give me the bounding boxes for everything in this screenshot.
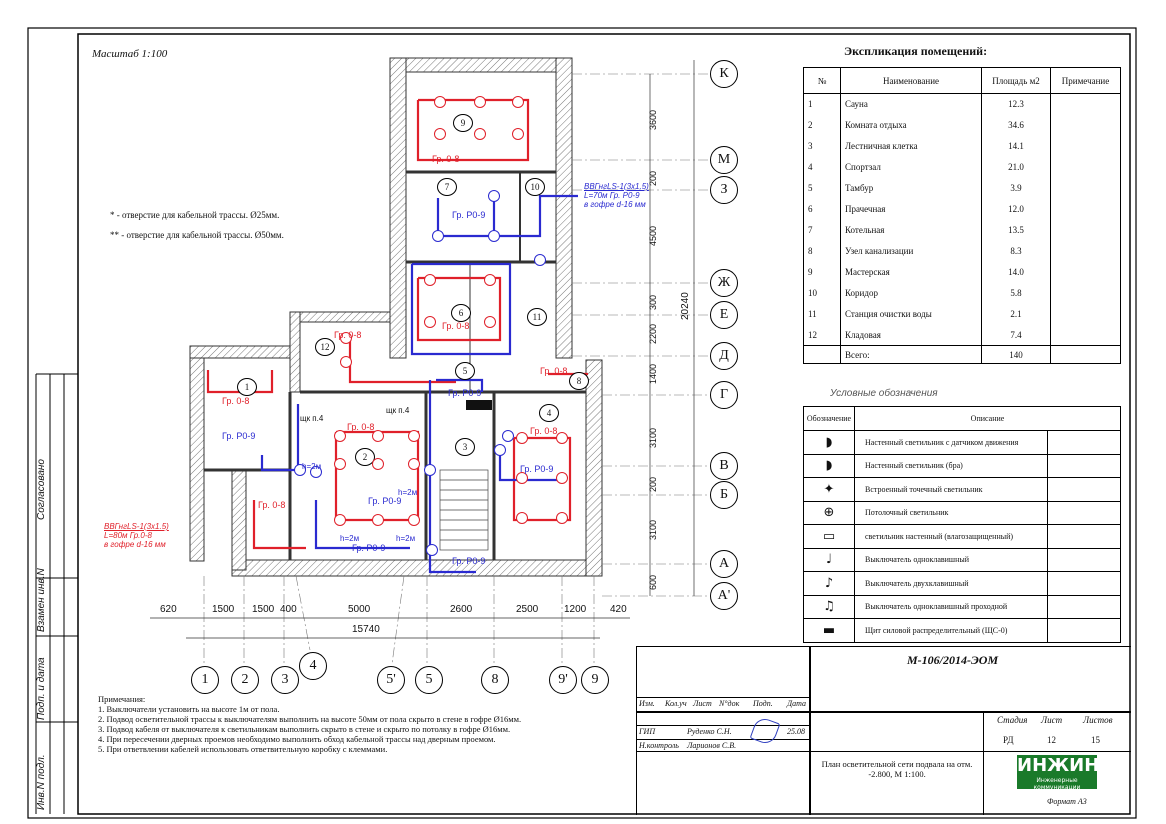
exp-h-area: Площадь м2	[982, 68, 1051, 94]
blue-ceiling-light-icon	[488, 190, 500, 202]
exp-cell-area: 8.3	[982, 241, 1051, 262]
ceiling-light-icon	[512, 128, 524, 140]
axis-marker-К: К	[710, 60, 738, 88]
power-panel-icon: ▬	[804, 619, 855, 643]
wall-light-sensor-icon: ◗	[804, 431, 855, 455]
scale-label: Масштаб 1:100	[92, 48, 168, 60]
switch-double-icon: ♪	[804, 572, 855, 596]
exp-total-label: Всего:	[841, 346, 982, 364]
label-g08-12: Гр. 0-8	[334, 330, 362, 340]
ceiling-light-icon	[474, 96, 486, 108]
exp-cell-num: 4	[804, 157, 841, 178]
stamp-col-date: Дата	[787, 699, 806, 708]
room-number-8: 8	[569, 372, 589, 390]
exp-total-empty	[1051, 346, 1121, 364]
dim-total: 15740	[352, 624, 380, 635]
legend-row	[804, 572, 1121, 596]
blue-ceiling-light-icon	[432, 230, 444, 242]
legend-description: Настенный светильник (бра)	[855, 454, 1048, 478]
exp-cell-name: Станция очистки воды	[841, 304, 982, 325]
stamp-col-doc: N°док	[719, 699, 740, 708]
exp-cell-name: Узел канализации	[841, 241, 982, 262]
exp-cell-area: 5.8	[982, 283, 1051, 304]
room-number-6: 6	[451, 304, 471, 322]
ceiling-light-icon	[516, 432, 528, 444]
legend-row	[804, 454, 1121, 478]
note-line: 1. Выключатели установить на высоте 1м от пола.	[98, 704, 280, 714]
cable-note-2: ** - отверстие для кабельной трассы. Ø50мм.	[110, 230, 284, 240]
notes-title: Примечания:	[98, 694, 146, 704]
ceiling-light-icon	[434, 128, 446, 140]
room-number-11: 11	[527, 308, 547, 326]
group-p0-9-wiring	[262, 196, 578, 572]
exp-cell-num: 9	[804, 262, 841, 283]
legend-table	[803, 406, 1121, 643]
legend-description: светильник настенный (влагозащищенный)	[855, 525, 1048, 549]
cable-label-blue-3: в гофре d-16 мм	[584, 200, 646, 209]
dim-total-right: 20240	[680, 292, 691, 320]
exp-cell-note	[1051, 325, 1121, 346]
explication-row	[804, 241, 1121, 262]
ceiling-light-icon	[556, 432, 568, 444]
exp-cell-area: 14.0	[982, 262, 1051, 283]
exp-cell-num: 8	[804, 241, 841, 262]
label-h2m-4: h=2м	[396, 534, 416, 543]
dimension-right: 200	[648, 170, 658, 186]
legend-empty	[1048, 501, 1121, 525]
dimension-bottom: 2500	[516, 604, 539, 615]
axis-marker-1: 1	[191, 666, 219, 694]
axis-marker-Ж: Ж	[710, 269, 738, 297]
label-gp09-5: Гр. Р0-9	[448, 388, 482, 398]
dimension-right: 2200	[648, 323, 658, 344]
label-gp09-1: Гр. Р0-9	[222, 431, 256, 441]
dimension-bottom: 5000	[348, 604, 371, 615]
stamp-format: Формат А3	[1047, 797, 1087, 806]
exp-cell-name: Комната отдыха	[841, 115, 982, 136]
legend-empty	[1048, 595, 1121, 619]
ceiling-light-icon	[474, 128, 486, 140]
ceiling-light-icon	[512, 96, 524, 108]
axis-marker-Г: Г	[710, 381, 738, 409]
legend-row	[804, 501, 1121, 525]
label-gp09-2b: Гр. Р0-9	[352, 543, 386, 553]
note-line: 4. При пересечении дверных проемов необходимо выполнить обход кабельной трассы над дверным проемом.	[98, 734, 496, 744]
legend-empty	[1048, 572, 1121, 596]
exp-cell-name: Мастерская	[841, 262, 982, 283]
switch-single-icon: ♩	[804, 548, 855, 572]
label-gp09-3: Гр. Р0-9	[452, 556, 486, 566]
stamp-sheet: 12	[1047, 735, 1056, 745]
legend-row	[804, 619, 1121, 643]
stamp-col-kol: Кол.уч	[665, 699, 687, 708]
exp-cell-note	[1051, 220, 1121, 241]
legend-row	[804, 525, 1121, 549]
explication-title: Экспликация помещений:	[844, 44, 988, 58]
explication-row	[804, 283, 1121, 304]
stamp-col-sign: Подп.	[753, 699, 773, 708]
dimension-right: 300	[648, 294, 658, 310]
label-g08-2: Гр. 0-8	[347, 422, 375, 432]
blue-ceiling-light-icon	[534, 254, 546, 266]
legend-description: Потолочный светильник	[855, 501, 1048, 525]
stamp-checker: Н.контроль	[639, 741, 679, 750]
logo-subtext: Инженерные коммуникации	[1033, 777, 1081, 791]
axis-marker-3: 3	[271, 666, 299, 694]
legend-description: Выключатель одноклавишный	[855, 548, 1048, 572]
wall-light-waterproof-icon: ▭	[804, 525, 855, 549]
cable-label-blue	[584, 182, 649, 209]
axis-marker-Б: Б	[710, 481, 738, 509]
ceiling-light-icon	[408, 458, 420, 470]
legend-row	[804, 595, 1121, 619]
axis-marker-5': 5'	[377, 666, 405, 694]
wall-light-icon: ◗	[804, 454, 855, 478]
dimension-right: 600	[648, 574, 658, 590]
legend-title: Условные обозначения	[830, 388, 938, 399]
label-g08-6: Гр. 0-8	[442, 321, 470, 331]
exp-cell-note	[1051, 283, 1121, 304]
stamp-stage: РД	[1003, 735, 1014, 745]
legend-description: Выключатель одноклавишный проходной	[855, 595, 1048, 619]
axis-marker-З: З	[710, 176, 738, 204]
explication-row	[804, 115, 1121, 136]
axis-marker-8: 8	[481, 666, 509, 694]
legend-description: Выключатель двухклавишный	[855, 572, 1048, 596]
note-line: 2. Подвод осветительной трассы к выключателям выполнить на высоте 50мм от пола скрыто в стене в гофре Ø16мм.	[98, 714, 522, 724]
cable-label-red	[104, 522, 169, 549]
label-g08-wc: Гр. 0-8	[258, 500, 286, 510]
label-g08-8: Гр. 0-8	[540, 366, 568, 376]
exp-cell-area: 2.1	[982, 304, 1051, 325]
axis-marker-В: В	[710, 452, 738, 480]
legend-h-desc: Описание	[855, 407, 1121, 431]
legend-empty	[1048, 525, 1121, 549]
ceiling-light-icon	[424, 274, 436, 286]
blue-ceiling-light-icon	[502, 430, 514, 442]
legend-row	[804, 548, 1121, 572]
explication-row	[804, 325, 1121, 346]
axis-marker-9: 9	[581, 666, 609, 694]
stamp-gip: ГИП	[639, 727, 656, 736]
exp-cell-num: 10	[804, 283, 841, 304]
room-number-1: 1	[237, 378, 257, 396]
stamp-sheets-label: Листов	[1083, 715, 1113, 725]
ceiling-light-icon	[484, 274, 496, 286]
exp-cell-name: Тамбур	[841, 178, 982, 199]
exp-cell-num: 2	[804, 115, 841, 136]
ceiling-light-icon	[334, 458, 346, 470]
ceiling-light-icon	[434, 96, 446, 108]
exp-cell-name: Сауна	[841, 94, 982, 115]
explication-row	[804, 304, 1121, 325]
cable-label-red-2: L=80м Гр.0-8	[104, 531, 152, 540]
exp-cell-note	[1051, 304, 1121, 325]
blue-ceiling-light-icon	[488, 230, 500, 242]
explication-total-row	[804, 346, 1121, 364]
explication-row	[804, 178, 1121, 199]
exp-cell-area: 13.5	[982, 220, 1051, 241]
explication-row	[804, 94, 1121, 115]
label-h2m-1: h=2м	[302, 462, 322, 471]
legend-empty	[1048, 478, 1121, 502]
exp-cell-area: 34.6	[982, 115, 1051, 136]
ceiling-light-icon	[334, 514, 346, 526]
exp-cell-num: 6	[804, 199, 841, 220]
room-number-12: 12	[315, 338, 335, 356]
dimension-bottom: 400	[280, 604, 297, 615]
spot-light-icon: ✦	[804, 478, 855, 502]
stamp-checker-name: Ларионов С.В.	[687, 741, 737, 750]
ceiling-light-icon	[516, 512, 528, 524]
exp-cell-num: 7	[804, 220, 841, 241]
room-number-5: 5	[455, 362, 475, 380]
switch-passthrough-icon: ♫	[804, 595, 855, 619]
legend-empty	[1048, 431, 1121, 455]
exp-cell-name: Лестничная клетка	[841, 136, 982, 157]
explication-row	[804, 220, 1121, 241]
blue-ceiling-light-icon	[424, 464, 436, 476]
exp-cell-area: 7.4	[982, 325, 1051, 346]
exp-cell-name: Прачечная	[841, 199, 982, 220]
explication-row	[804, 136, 1121, 157]
label-gp09-7: Гр. Р0-9	[452, 210, 486, 220]
notes-block	[98, 694, 568, 754]
dimension-right: 1400	[648, 363, 658, 384]
legend-h-sym: Обозначение	[804, 407, 855, 431]
exp-cell-note	[1051, 157, 1121, 178]
label-shk-2: щк п.4	[386, 406, 410, 415]
exp-cell-name: Кладовая	[841, 325, 982, 346]
exp-cell-num: 12	[804, 325, 841, 346]
blue-ceiling-light-icon	[494, 444, 506, 456]
room-number-10: 10	[525, 178, 545, 196]
exp-cell-num: 3	[804, 136, 841, 157]
exp-cell-note	[1051, 262, 1121, 283]
label-g08-1: Гр. 0-8	[222, 396, 250, 406]
stamp-date: 25.08	[787, 727, 805, 736]
legend-empty	[1048, 619, 1121, 643]
blue-ceiling-light-icon	[426, 544, 438, 556]
dimension-right: 3100	[648, 519, 658, 540]
label-shk-1: щк п.4	[300, 414, 324, 423]
exp-cell-note	[1051, 199, 1121, 220]
explication-table	[803, 67, 1121, 364]
exp-cell-area: 21.0	[982, 157, 1051, 178]
exp-cell-note	[1051, 94, 1121, 115]
dimension-bottom: 1500	[212, 604, 235, 615]
exp-cell-note	[1051, 178, 1121, 199]
exp-h-name: Наименование	[841, 68, 982, 94]
dimension-bottom: 1500	[252, 604, 275, 615]
exp-cell-name: Котельная	[841, 220, 982, 241]
note-line: 5. При ответвлении кабелей использовать ответвительную коробку с клеммами.	[98, 744, 388, 754]
stamp-sheet-label: Лист	[1041, 715, 1063, 725]
dimension-bottom: 620	[160, 604, 177, 615]
room-number-9: 9	[453, 114, 473, 132]
exp-h-num: №	[804, 68, 841, 94]
ceiling-light-icon	[408, 430, 420, 442]
stamp-code: М-106/2014-ЭОМ	[907, 653, 999, 667]
ceiling-light-icon	[372, 514, 384, 526]
ceiling-light-icon: ⊕	[804, 501, 855, 525]
dimension-bottom: 1200	[564, 604, 587, 615]
ceiling-light-icon	[334, 430, 346, 442]
axis-marker-Е: Е	[710, 301, 738, 329]
exp-h-note: Примечание	[1051, 68, 1121, 94]
exp-cell-name: Спортзал	[841, 157, 982, 178]
legend-description: Настенный светильник с датчиком движения	[855, 431, 1048, 455]
exp-cell-area: 14.1	[982, 136, 1051, 157]
legend-empty	[1048, 454, 1121, 478]
dimension-right: 200	[648, 476, 658, 492]
cable-label-blue-2: L=70м Гр. Р0-9	[584, 191, 640, 200]
side-agreed: Согласовано	[36, 459, 47, 520]
axis-marker-5: 5	[415, 666, 443, 694]
exp-cell-num: 11	[804, 304, 841, 325]
axis-marker-2: 2	[231, 666, 259, 694]
room-number-7: 7	[437, 178, 457, 196]
legend-description: Щит силовой распределительный (ЩС-0)	[855, 619, 1048, 643]
ceiling-light-icon	[556, 512, 568, 524]
ceiling-light-icon	[340, 356, 352, 368]
explication-row	[804, 199, 1121, 220]
label-gp09-2: Гр. Р0-9	[368, 496, 402, 506]
ceiling-light-icon	[556, 472, 568, 484]
exp-total-value: 140	[982, 346, 1051, 364]
exp-total-empty	[804, 346, 841, 364]
power-panel	[466, 400, 492, 410]
legend-empty	[1048, 548, 1121, 572]
dimension-right: 3600	[648, 109, 658, 130]
side-inv: Взамен инв.N	[36, 568, 47, 632]
axis-marker-М: М	[710, 146, 738, 174]
exp-cell-num: 5	[804, 178, 841, 199]
legend-row	[804, 478, 1121, 502]
stamp-col-list: Лист	[693, 699, 712, 708]
dimension-bottom: 420	[610, 604, 627, 615]
axis-marker-9': 9'	[549, 666, 577, 694]
company-logo	[1017, 755, 1100, 791]
legend-description: Встроенный точечный светильник	[855, 478, 1048, 502]
legend-row	[804, 431, 1121, 455]
cable-label-red-1: ВВГнгLS-1(3х1.5)	[104, 522, 169, 531]
stamp-col-izm: Изм.	[639, 699, 655, 708]
exp-cell-area: 12.3	[982, 94, 1051, 115]
label-g08-9: Гр. 0-8	[432, 154, 460, 164]
stamp-desc: План осветительной сети подвала на отм. -2.800, М 1:100.	[821, 759, 973, 779]
stamp-stage-label: Стадия	[997, 715, 1028, 725]
stamp-signature	[750, 716, 781, 747]
exp-cell-area: 12.0	[982, 199, 1051, 220]
label-h2m-3: h=2м	[340, 534, 360, 543]
axis-marker-А': А'	[710, 582, 738, 610]
ceiling-light-icon	[408, 514, 420, 526]
exp-cell-area: 3.9	[982, 178, 1051, 199]
explication-row	[804, 262, 1121, 283]
exp-cell-note	[1051, 115, 1121, 136]
axis-marker-А: А	[710, 550, 738, 578]
ceiling-light-icon	[424, 316, 436, 328]
title-block	[636, 646, 1131, 815]
label-g08-4: Гр. 0-8	[530, 426, 558, 436]
axis-marker-Д: Д	[710, 342, 738, 370]
dimension-bottom: 2600	[450, 604, 473, 615]
room-number-3: 3	[455, 438, 475, 456]
exp-cell-note	[1051, 136, 1121, 157]
cable-note-1: * - отверстие для кабельной трассы. Ø25мм.	[110, 210, 280, 220]
exp-cell-name: Коридор	[841, 283, 982, 304]
axis-marker-4: 4	[299, 652, 327, 680]
room-number-2: 2	[355, 448, 375, 466]
label-h2m-2: h=2м	[398, 488, 418, 497]
cable-label-blue-1: ВВГнгLS-1(3х1.5)	[584, 182, 649, 191]
stamp-gip-name: Руденко С.Н.	[687, 727, 732, 736]
ceiling-light-icon	[484, 316, 496, 328]
label-gp09-4: Гр. Р0-9	[520, 464, 554, 474]
stamp-sheets: 15	[1091, 735, 1100, 745]
dimension-right: 3100	[648, 427, 658, 448]
cable-label-red-3: в гофре d-16 мм	[104, 540, 166, 549]
note-line: 3. Подвод кабеля от выключателя к светильникам выполнить скрыто в стене и скрыто по потолку в гофре Ø16мм.	[98, 724, 511, 734]
logo-text: ИНЖИН	[1017, 755, 1100, 776]
dimension-right: 4500	[648, 225, 658, 246]
exp-cell-note	[1051, 241, 1121, 262]
explication-row	[804, 157, 1121, 178]
side-sign: Подп. и дата	[36, 657, 47, 720]
side-invp: Инв.N подл.	[36, 754, 47, 810]
ceiling-light-icon	[372, 458, 384, 470]
exp-cell-num: 1	[804, 94, 841, 115]
room-number-4: 4	[539, 404, 559, 422]
